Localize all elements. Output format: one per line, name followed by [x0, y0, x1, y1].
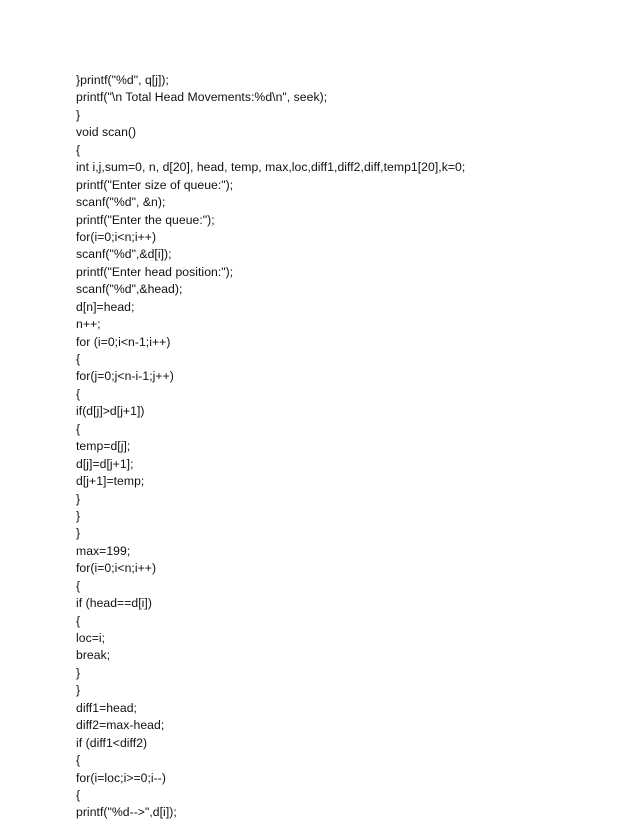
code-line: for(i=loc;i>=0;i--) [76, 770, 167, 785]
code-line: printf("Enter the queue:"); [76, 212, 215, 227]
code-line: { [76, 613, 81, 628]
code-line: { [76, 787, 81, 802]
code-line: { [76, 352, 81, 366]
code-listing [76, 72, 465, 822]
code-line: { [76, 142, 81, 157]
code-line: void scan() [76, 125, 137, 140]
code-line: }printf("%d", q[j]); [76, 73, 169, 87]
code-line: int i,j,sum=0, n, d[20], head, temp, max,loc,diff1,diff2,diff,temp1[20],k=0; [76, 160, 466, 175]
code-line: { [76, 421, 81, 436]
code-line: printf("Enter head position:"); [76, 264, 234, 279]
code-line: scanf("%d",&head); [76, 282, 183, 297]
code-line: } [76, 107, 81, 122]
code-line: for(i=0;i<n;i++) [76, 229, 157, 244]
code-line: for(j=0;j<n-i-1;j++) [76, 369, 174, 384]
code-line: printf("Enter size of queue:"); [76, 177, 234, 192]
code-line: n++; [76, 317, 101, 332]
code-line: if (diff1<diff2) [76, 735, 148, 750]
code-line: printf("%d-->",d[i]); [76, 805, 177, 820]
code-line: scanf("%d", &n); [76, 195, 166, 210]
code-line: { [76, 578, 81, 593]
code-line: } [76, 491, 81, 506]
code-line: if(d[j]>d[j+1]) [76, 404, 145, 419]
code-line: } [76, 508, 81, 523]
code-line: break; [76, 648, 111, 663]
code-line: { [76, 386, 81, 401]
code-line: } [76, 665, 81, 680]
code-line: d[n]=head; [76, 299, 135, 314]
code-line: printf("\n Total Head Movements:%d\n", seek); [76, 90, 328, 105]
code-line: if (head==d[i]) [76, 596, 152, 611]
code-line: diff2=max-head; [76, 718, 165, 733]
code-line: loc=i; [76, 631, 106, 645]
code-line: { [76, 753, 81, 768]
code-line: temp=d[j]; [76, 439, 131, 454]
code-line: diff1=head; [76, 700, 137, 715]
code-line: d[j]=d[j+1]; [76, 456, 134, 471]
code-line: for(i=0;i<n;i++) [76, 561, 157, 576]
code-line: } [76, 683, 81, 698]
code-line: } [76, 526, 81, 541]
code-line: max=199; [76, 543, 131, 558]
code-line: d[j+1]=temp; [76, 474, 145, 489]
code-line: scanf("%d",&d[i]); [76, 247, 172, 262]
code-line: for (i=0;i<n-1;i++) [76, 334, 171, 349]
